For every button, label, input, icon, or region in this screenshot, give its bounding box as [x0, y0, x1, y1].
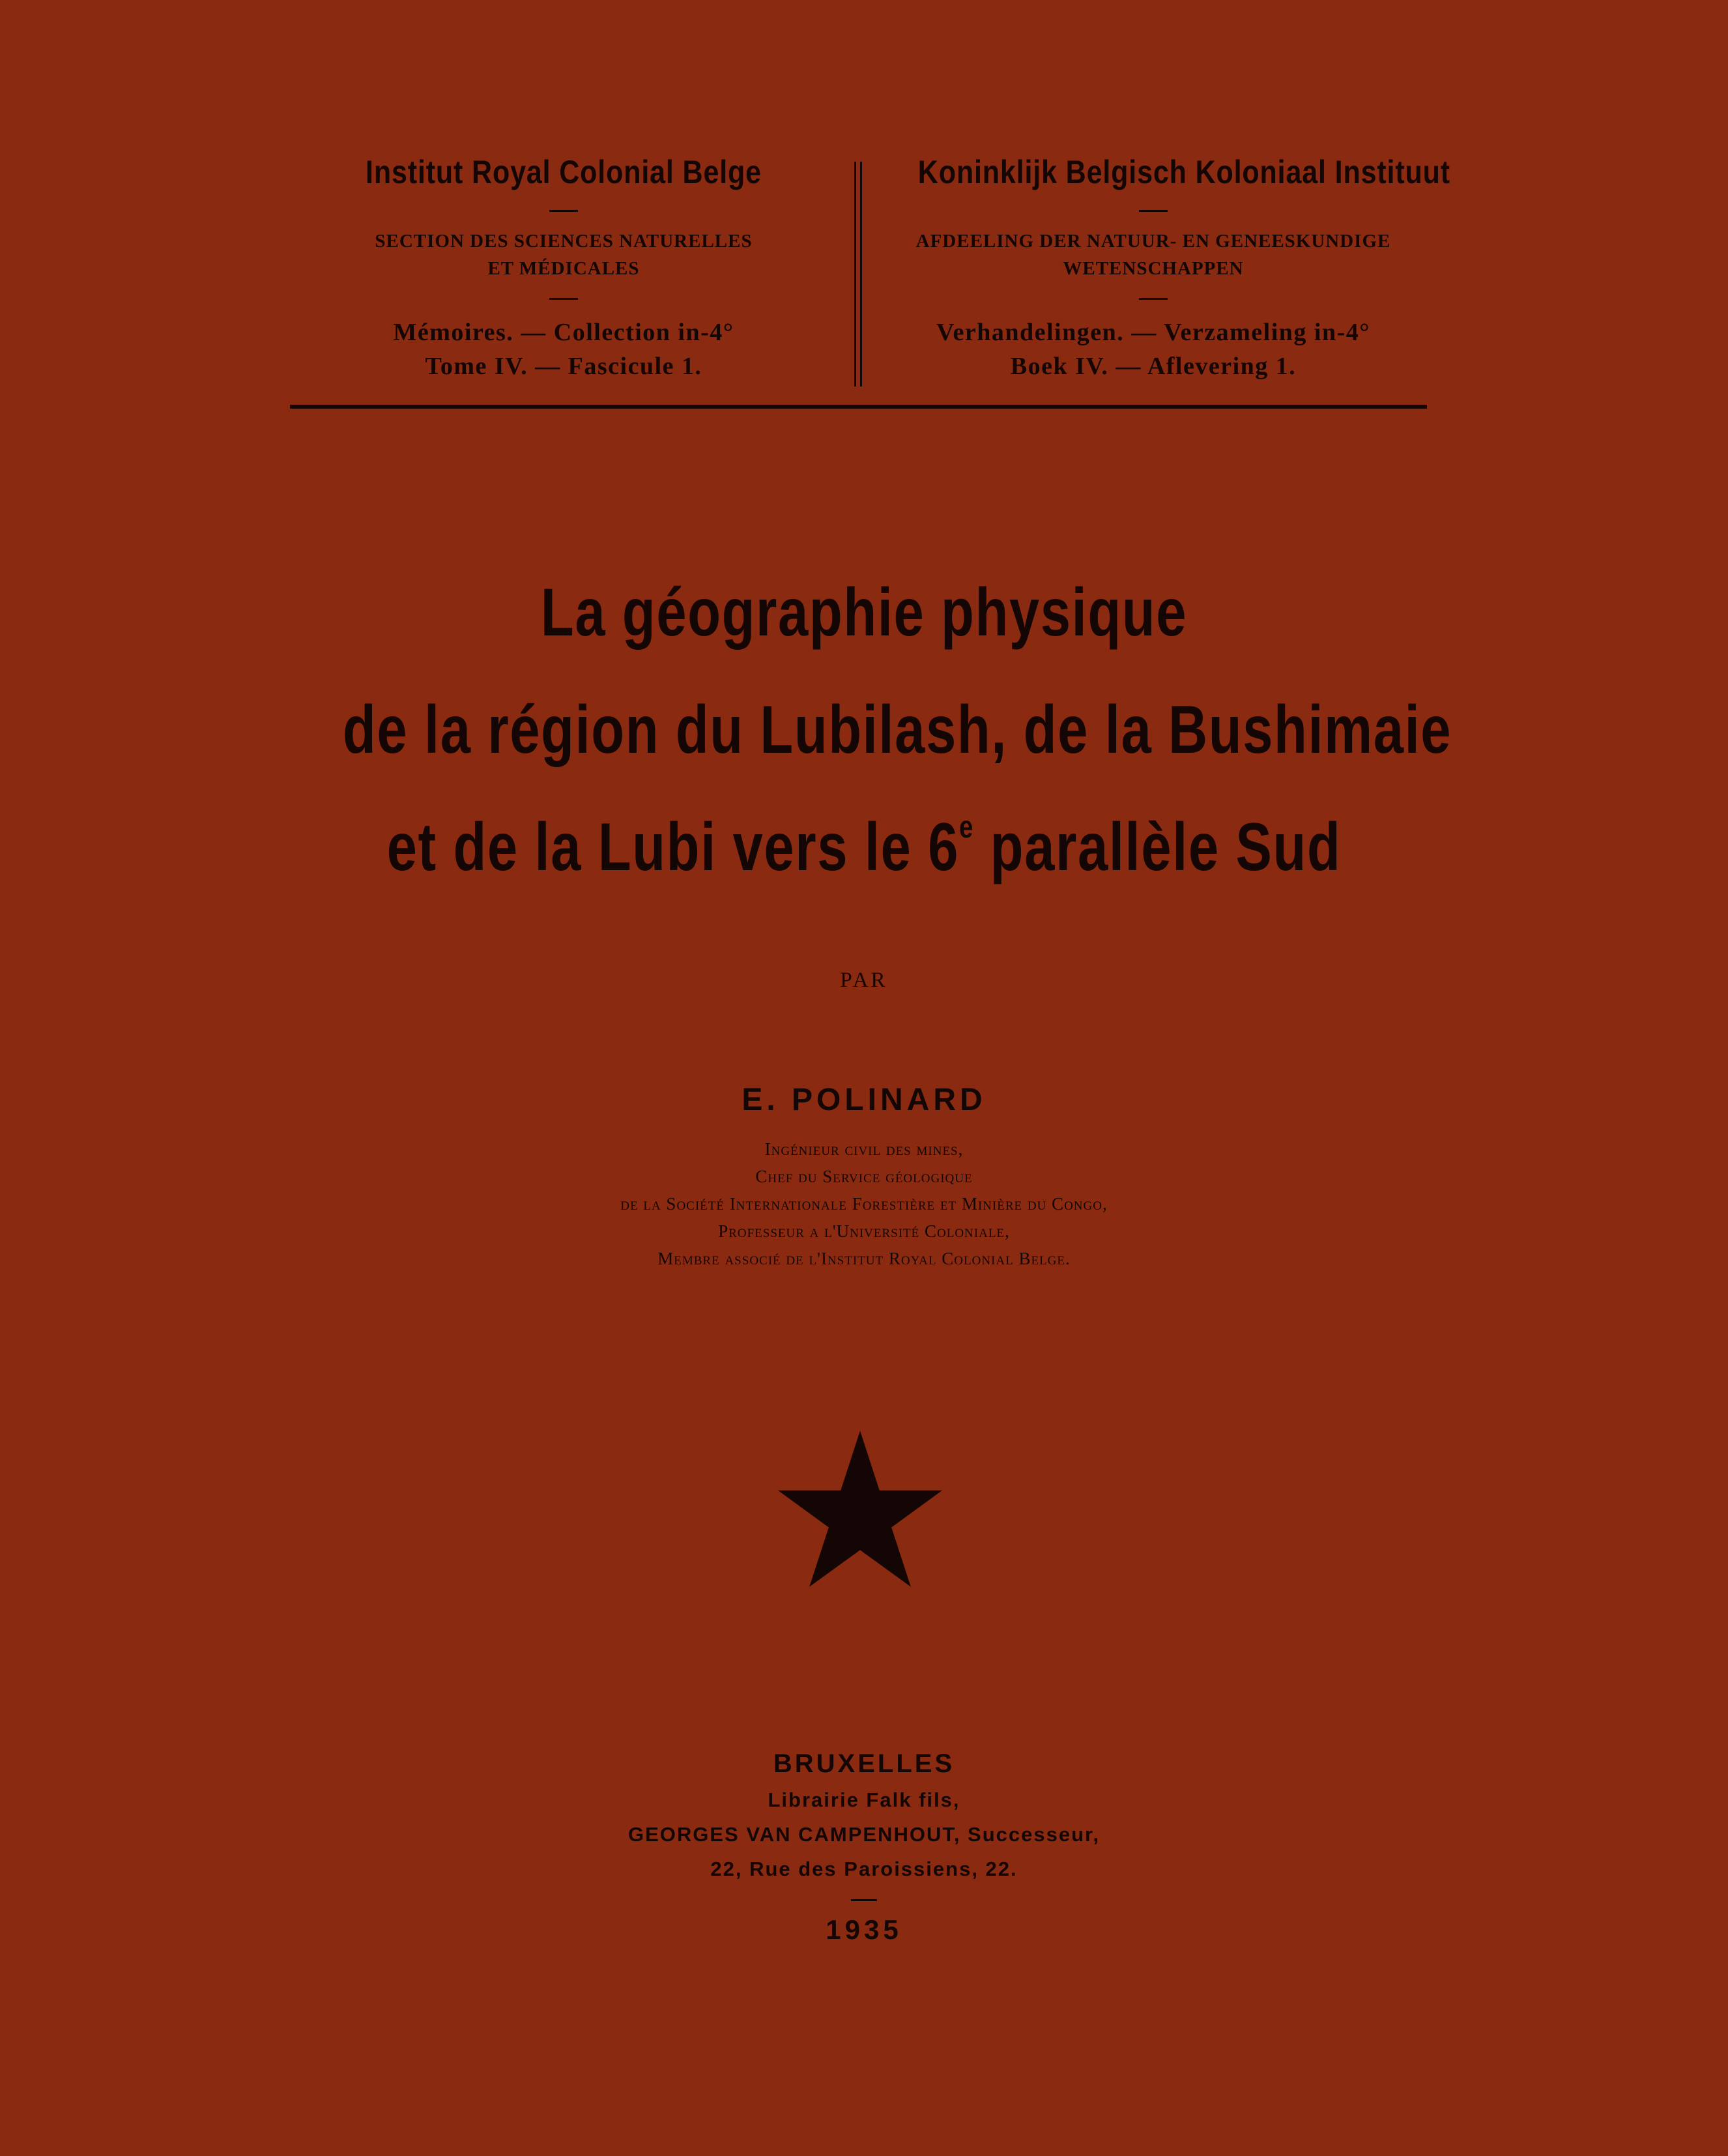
header-dash	[1139, 210, 1168, 212]
imprint-city: BRUXELLES	[773, 1749, 955, 1778]
imprint-dash	[851, 1899, 877, 1901]
title-line-3-end: parallèle Sud	[973, 809, 1342, 885]
publication-header	[290, 150, 1450, 391]
byline: PAR	[840, 969, 888, 992]
header-dash	[549, 298, 578, 300]
title-line-2: de la région du Lubilash, de la Bushimaie	[343, 692, 1452, 768]
section-name-nl-line1: AFDEELING DER NATUUR- EN GENEESKUNDIGE	[915, 231, 1391, 252]
collection-fr: Mémoires. — Collection in-4°	[393, 319, 734, 346]
header-french	[290, 150, 837, 383]
author-name: E. POLINARD	[742, 1083, 986, 1117]
author-credentials	[0, 1135, 1728, 1272]
book-title	[212, 554, 1516, 906]
institute-name-fr: Institut Royal Colonial Belge	[366, 154, 762, 190]
credential-line: Ingénieur civil des mines,	[764, 1139, 964, 1159]
imprint-publisher: Librairie Falk fils,	[768, 1788, 960, 1811]
star-icon	[778, 1431, 942, 1587]
collection-nl: Verhandelingen. — Verzameling in-4°	[936, 319, 1370, 346]
header-dutch	[880, 150, 1450, 383]
title-line-3-start: et de la Lubi vers le 6	[386, 809, 959, 885]
credential-line: Membre associé de l'Institut Royal Colonial Belge.	[657, 1249, 1071, 1268]
header-rule	[290, 405, 1427, 409]
title-line-1: La géographie physique	[540, 575, 1188, 650]
title-line-3	[343, 789, 1385, 906]
credential-line: Professeur a l'Université Coloniale,	[718, 1221, 1010, 1241]
section-name-fr-line1: SECTION DES SCIENCES NATURELLES	[375, 231, 753, 252]
volume-fr: Tome IV. — Fascicule 1.	[425, 353, 702, 380]
header-column-divider	[854, 162, 862, 386]
header-dash	[1139, 298, 1168, 300]
imprint-successor: GEORGES VAN CAMPENHOUT, Successeur,	[627, 1823, 1101, 1846]
imprint-address: 22, Rue des Paroissiens, 22.	[710, 1857, 1018, 1880]
section-name-nl-line2: WETENSCHAPPEN	[1063, 258, 1244, 279]
imprint	[0, 1745, 1728, 1949]
ordinal-superscript: e	[959, 810, 974, 845]
publication-year: 1935	[826, 1914, 902, 1945]
credential-line: de la Société Internationale Forestière et Minière du Congo,	[620, 1194, 1108, 1214]
section-name-fr-line2: ET MÉDICALES	[487, 258, 640, 279]
header-dash	[549, 210, 578, 212]
volume-nl: Boek IV. — Aflevering 1.	[1010, 353, 1297, 380]
credential-line: Chef du Service géologique	[755, 1167, 973, 1186]
institute-name-nl: Koninklijk Belgisch Koloniaal Instituut	[917, 154, 1450, 190]
